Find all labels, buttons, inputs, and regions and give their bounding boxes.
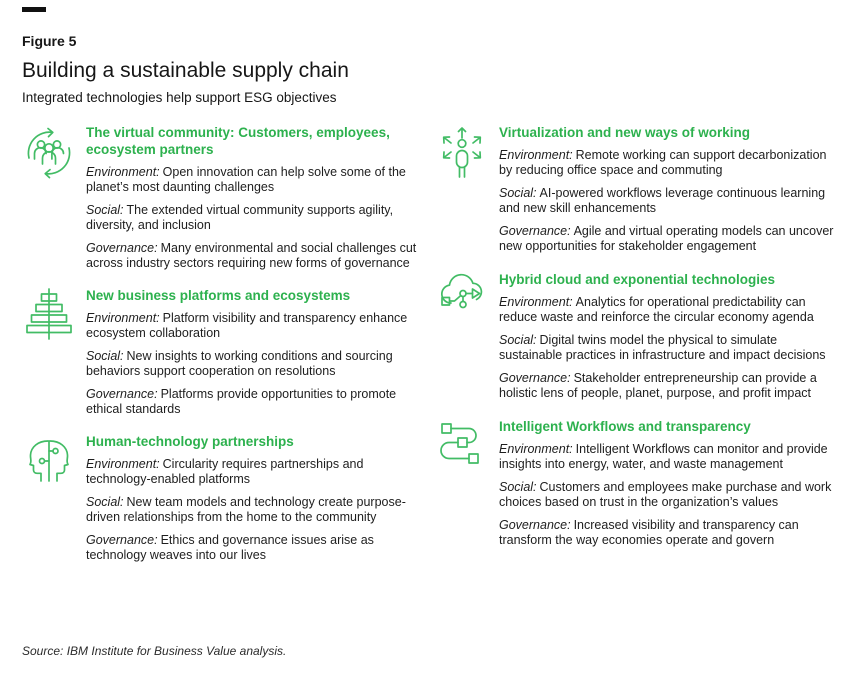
esg-label: Governance: xyxy=(499,224,571,238)
esg-text: Ethics and governance issues arise as technology weaves into our lives xyxy=(86,533,374,562)
source-note: Source: IBM Institute for Business Value analysis. xyxy=(22,644,287,658)
esg-text: The extended virtual community supports agility, diversity, and inclusion xyxy=(86,203,394,232)
page-title: Building a sustainable supply chain xyxy=(22,59,349,82)
section-virtualization xyxy=(435,124,842,254)
esg-label: Governance: xyxy=(86,533,158,547)
esg-item xyxy=(499,442,842,472)
esg-text: Open innovation can help solve some of the planet’s most daunting challenges xyxy=(86,165,406,194)
esg-item xyxy=(499,224,842,254)
section-title: Hybrid cloud and exponential technologies xyxy=(499,272,776,287)
esg-label: Social: xyxy=(499,186,537,200)
esg-text: AI-powered workflows leverage continuous learning and new skill enhancements xyxy=(499,186,826,215)
esg-label: Social: xyxy=(499,480,537,494)
esg-item xyxy=(499,371,842,401)
esg-item xyxy=(499,186,842,216)
section-title: Virtualization and new ways of working xyxy=(499,125,751,140)
esg-label: Governance: xyxy=(499,371,571,385)
section-title: The virtual community: Customers, employees, ecosystem partners xyxy=(86,125,390,157)
two-column-layout xyxy=(22,124,842,579)
page-subtitle: Integrated technologies help support ESG objectives xyxy=(22,90,337,105)
left-column xyxy=(22,124,425,579)
esg-text: Many environmental and social challenges cut across industry sectors requiring new forms of governance xyxy=(86,241,417,270)
esg-text: Platforms provide opportunities to promote ethical standards xyxy=(86,387,397,416)
esg-text: Stakeholder entrepreneurship can provide a holistic lens of people, planet, purpose, and profit impact xyxy=(499,371,817,400)
esg-label: Social: xyxy=(86,203,124,217)
section-title: New business platforms and ecosystems xyxy=(86,288,351,303)
human-tech-heads-icon xyxy=(22,433,76,491)
esg-item xyxy=(86,203,425,233)
esg-item xyxy=(499,480,842,510)
esg-text: New insights to working conditions and sourcing behaviors support cooperation on resolutions xyxy=(86,349,393,378)
esg-label: Environment: xyxy=(86,457,160,471)
esg-label: Governance: xyxy=(499,518,571,532)
esg-item xyxy=(499,295,842,325)
esg-label: Social: xyxy=(499,333,537,347)
section-content xyxy=(86,287,425,417)
section-hybrid-cloud xyxy=(435,271,842,401)
esg-text: Increased visibility and transparency can transform the way economies operate and govern xyxy=(499,518,799,547)
esg-label: Governance: xyxy=(86,241,158,255)
esg-label: Environment: xyxy=(499,148,573,162)
esg-item xyxy=(499,518,842,548)
section-title: Human-technology partnerships xyxy=(86,434,294,449)
esg-text: New team models and technology create purpose-driven relationships from the home to the community xyxy=(86,495,406,524)
section-content xyxy=(499,418,842,548)
esg-text: Intelligent Workflows can monitor and provide insights into energy, water, and waste management xyxy=(499,442,828,471)
workflow-squares-icon xyxy=(435,418,489,476)
esg-item xyxy=(86,387,425,417)
figure-label: Figure 5 xyxy=(22,33,77,49)
esg-text: Digital twins model the physical to simulate sustainable practices in infrastructure and impact decisions xyxy=(499,333,826,362)
esg-item xyxy=(499,148,842,178)
esg-item xyxy=(499,333,842,363)
esg-text: Remote working can support decarbonization by reducing office space and commuting xyxy=(499,148,827,177)
esg-label: Environment: xyxy=(499,442,573,456)
esg-item xyxy=(86,457,425,487)
esg-text: Agile and virtual operating models can uncover new opportunities for stakeholder engagement xyxy=(499,224,834,253)
esg-text: Analytics for operational predictability can reduce waste and reinforce the circular economy agenda xyxy=(499,295,814,324)
cloud-circuit-icon xyxy=(435,271,489,329)
esg-label: Social: xyxy=(86,495,124,509)
esg-item xyxy=(86,165,425,195)
section-content xyxy=(499,271,842,401)
esg-item xyxy=(86,533,425,563)
section-virtual-community xyxy=(22,124,425,271)
section-title: Intelligent Workflows and transparency xyxy=(499,419,751,434)
esg-label: Social: xyxy=(86,349,124,363)
section-content xyxy=(86,433,425,563)
esg-item xyxy=(86,241,425,271)
esg-label: Environment: xyxy=(86,165,160,179)
esg-label: Environment: xyxy=(499,295,573,309)
esg-text: Customers and employees make purchase and work choices based on trust in the organization’s values xyxy=(499,480,832,509)
community-cycle-icon xyxy=(22,124,76,182)
esg-item xyxy=(86,349,425,379)
right-column xyxy=(435,124,842,579)
section-content xyxy=(499,124,842,254)
layered-platforms-icon xyxy=(22,287,76,345)
person-expand-arrows-icon xyxy=(435,124,489,182)
section-business-platforms xyxy=(22,287,425,417)
esg-item xyxy=(86,311,425,341)
figure-rule xyxy=(22,7,46,12)
section-content xyxy=(86,124,425,271)
section-human-technology xyxy=(22,433,425,563)
esg-label: Environment: xyxy=(86,311,160,325)
esg-label: Governance: xyxy=(86,387,158,401)
esg-text: Circularity requires partnerships and technology-enabled platforms xyxy=(86,457,364,486)
section-intelligent-workflows xyxy=(435,418,842,548)
esg-item xyxy=(86,495,425,525)
esg-text: Platform visibility and transparency enhance ecosystem collaboration xyxy=(86,311,408,340)
